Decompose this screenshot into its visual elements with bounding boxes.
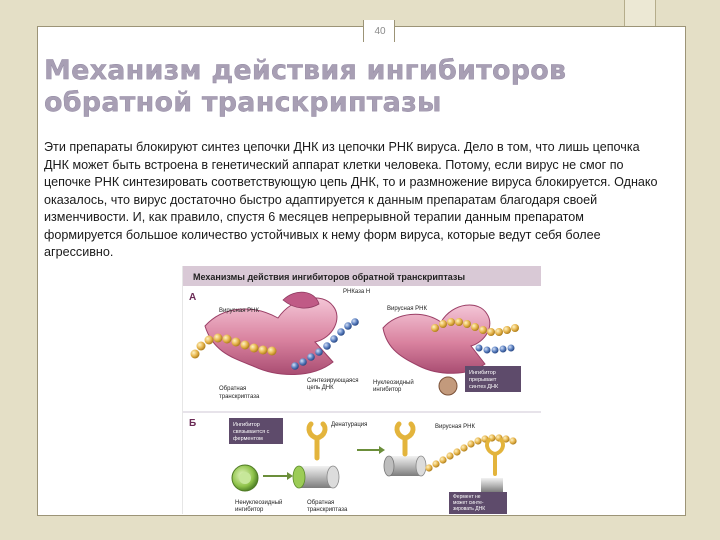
label-rt-2: транскриптаза [219,394,260,400]
arrow-head-icon [287,472,293,480]
nucleoside-inhibitor-icon [439,377,457,395]
label-synth-dna-1: Синтезирующаяся [307,378,359,384]
label-nucleoside-1: Нуклеозидный [373,380,414,386]
label-inhib-box-1: Ингибитор [469,370,496,376]
slide-body-text: Эти препараты блокируют синтез цепочки ДНК из цепочки РНК вируса. Дело в том, что лишь цепочка ДНК может быть встроена в генетический аппарат клетки человека. Потому, если вирус не смог по цепочке РНК синтезировать соответствующую цепь ДНК, то и размножение вируса блокируется. Однако оказалось, что вирус достаточно быстро адаптируется к данным препаратам благодаря своей изменчивости. И, как правило, спустя 6 месяцев непрерывной терапии данным препаратом формируется большое количество устойчивых к нему форм вируса, которые ведут себя более агрессивно. [44,140,658,259]
label-binds-2: связывается с [233,429,270,435]
label-enzyme-1: Фермент не [453,494,481,500]
enzyme-y-icon-2 [397,424,413,454]
label-binds-1: Ингибитор [233,422,260,428]
label-enzyme-2: может синте- [453,500,484,506]
label-b-rt-1: Обратная [307,500,335,506]
dna-strand-right [476,345,515,354]
label-rnase-h: РНКаза Н [343,289,371,295]
label-non-nucleoside-1: Ненуклеозидный [235,500,283,506]
slide-title: Механизм действия ингибиторов обратной транскриптазы [44,55,567,118]
label-viral-rna-right: Вирусная РНК [387,306,427,312]
label-rt-1: Обратная [219,386,247,392]
top-band [0,0,720,22]
label-b-rt-2: транскриптаза [307,507,348,513]
enzyme-cylinder-3 [481,478,503,492]
reverse-transcriptase-cylinder-1 [293,466,339,488]
label-nucleoside-2: ингибитор [373,387,402,393]
label-viral-rna-left: Вирусная РНК [219,308,259,314]
arrow-head-icon-2 [379,446,385,454]
label-inhib-box-3: синтез ДНК [469,384,499,390]
inhibitor-core [239,472,251,484]
rnase-h-domain [283,292,319,308]
reverse-transcriptase-right [383,305,490,373]
label-synth-dna-2: цепь ДНК [307,385,334,391]
mechanism-figure [182,266,541,514]
label-b-viral-rna: Вирусная РНК [435,424,475,430]
reverse-transcriptase-cylinder-2 [384,456,426,476]
label-binds-3: ферментом [233,436,263,442]
label-non-nucleoside-2: ингибитор [235,507,264,513]
panel-b-letter: Б [189,418,197,429]
enzyme-y-icon-3 [487,440,503,474]
label-denaturation: Денатурация [331,422,368,428]
page-number: 40 [374,26,386,37]
label-enzyme-3: зировать ДНК [453,506,486,512]
label-inhib-box-2: прерывает [469,377,497,383]
figure-title: Механизмы действия ингибиторов обратной транскриптазы [193,272,466,282]
enzyme-y-icon-1 [309,424,325,458]
panel-a-letter: А [189,292,197,303]
